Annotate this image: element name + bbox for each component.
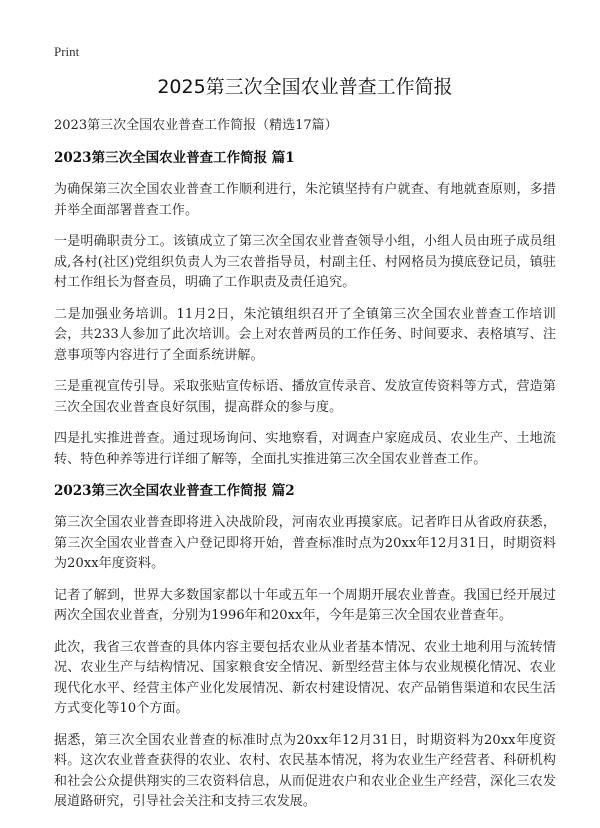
- section-1: [54, 148, 556, 470]
- paragraph: 第三次全国农业普查即将进入决战阶段，河南农业再摸家底。记者昨日从省政府获悉，第三次全国农业普查入户登记即将开始，普查标准时点为20xx年12月31日，时期资料为20xx年度资料。: [54, 515, 556, 571]
- paragraph: 记者了解到，世界大多数国家都以十年或五年一个周期开展农业普查。我国已经开展过两次全国农业普查，分别为1996年和20xx年，今年是第三次全国农业普查年。: [54, 587, 556, 623]
- paragraph: 二是加强业务培训。11月2日，朱沱镇组织召开了全镇第三次全国农业普查工作培训会，共233人参加了此次培训。会上对农普两员的工作任务、时间要求、表格填写、注意事项等内容进行了全面系统讲解。: [54, 306, 556, 363]
- section-heading: 2023第三次全国农业普查工作简报 篇1: [54, 150, 295, 166]
- section-2: [54, 481, 556, 813]
- document-subtitle: 2023第三次全国农业普查工作简报（精选17篇）: [54, 118, 338, 133]
- document-title: 2025第三次全国农业普查工作简报: [157, 76, 453, 98]
- paragraph: 四是扎实推进普查。通过现场询问、实地察看，对调查户家庭成员、农业生产、土地流转、特色种养等进行详细了解等，全面扎实推进第三次全国农业普查工作。: [54, 431, 556, 467]
- paragraph: 据悉，第三次全国农业普查的标准时点为20xx年12月31日，时期资料为20xx年度资料。这次农业普查获得的农业、农村、农民基本情况，将为农业生产经营者、科研机构和社会公众提供翔实的三农资料信息，从而促进农户和农业企业生产经营，深化三农发展道路研究，引导社会关注和支持三农发展。: [54, 732, 556, 809]
- print-label[interactable]: Print: [54, 44, 80, 59]
- paragraph: 为确保第三次全国农业普查工作顺利进行，朱沱镇坚持有户就查、有地就查原则，多措并举全面部署普查工作。: [54, 182, 556, 218]
- paragraph: 此次，我省三农普查的具体内容主要包括农业从业者基本情况、农业土地利用与流转情况、农业生产与结构情况、国家粮食安全情况、新型经营主体与农业规模化情况、农业现代化水平、经营主体产业化发展情况、新农村建设情况、农产品销售渠道和农民生活方式变化等10个方面。: [54, 639, 556, 716]
- paragraph: 三是重视宣传引导。采取张贴宣传标语、播放宣传录音、发放宣传资料等方式，营造第三次全国农业普查良好氛围，提高群众的参与度。: [54, 379, 556, 415]
- paragraph: 一是明确职责分工。该镇成立了第三次全国农业普查领导小组，小组人员由班子成员组成,各村(社区)党组织负责人为三农普指导员，村副主任、村网格员为摸底登记员，镇驻村工作组长为督查员，明确了工作职责及责任追究。: [54, 234, 556, 290]
- section-heading: 2023第三次全国农业普查工作简报 篇2: [54, 483, 295, 499]
